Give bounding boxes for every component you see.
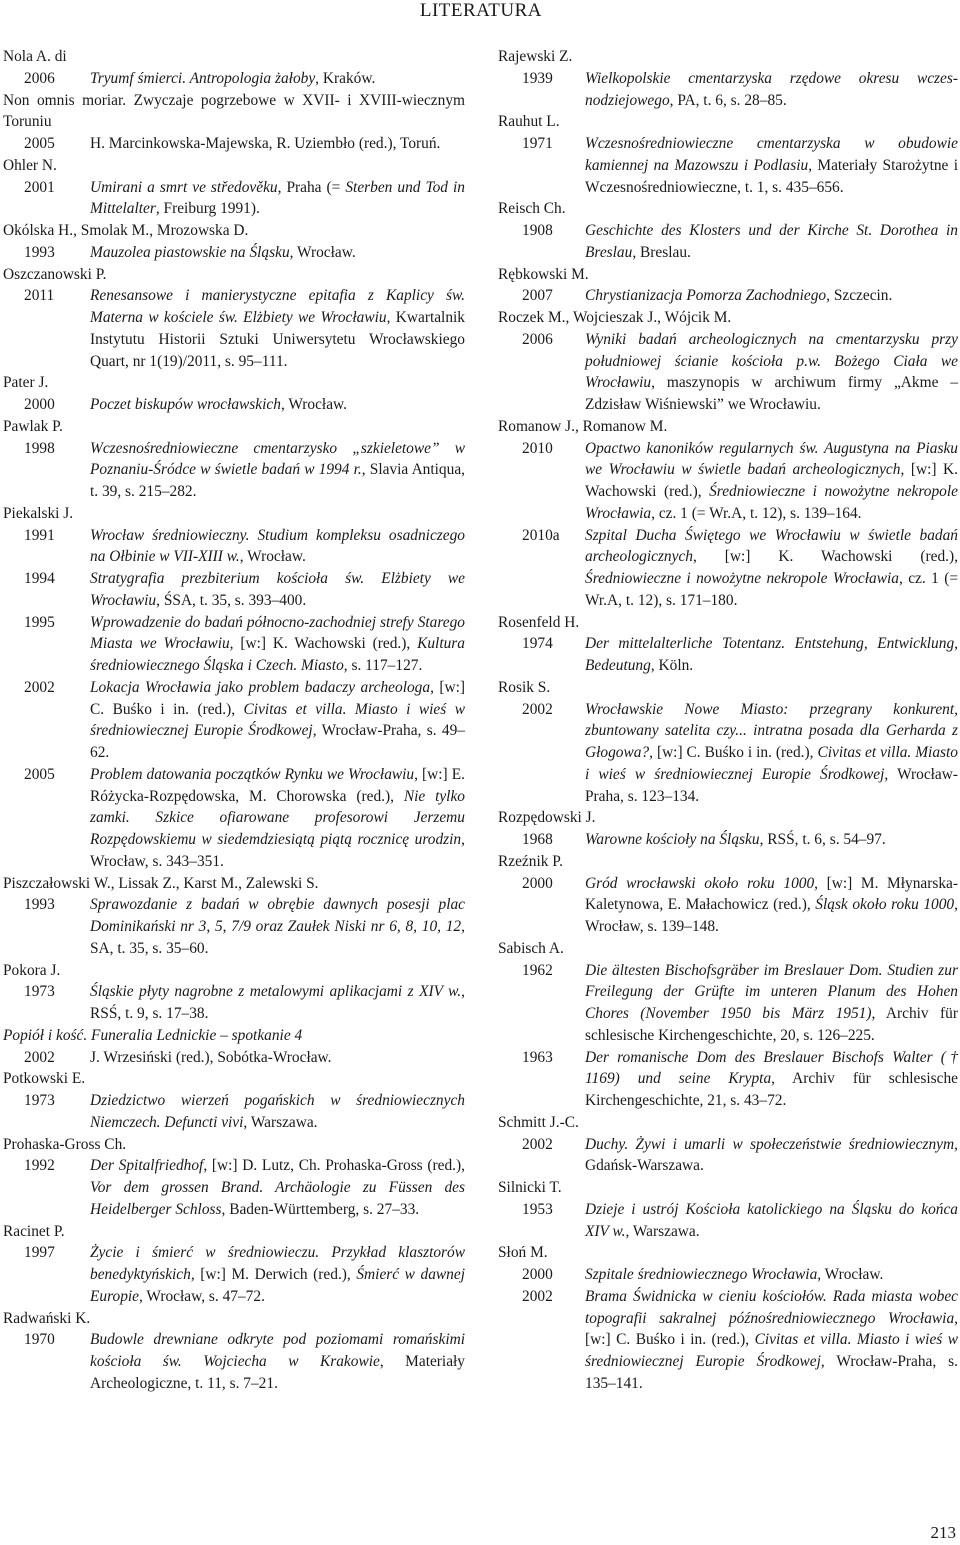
citation-text: , Baden-Württemberg, s. 27–33. bbox=[221, 1200, 420, 1218]
author-name: Popiół i kość. Funeralia Lednickie – spotkanie 4 bbox=[3, 1026, 303, 1044]
entry-citation bbox=[90, 394, 465, 416]
title-text: Civitas et villa. Miasto i wieś w średniowiecznej Europie Środkowej bbox=[585, 744, 958, 783]
citation-text: , Freiburg 1991). bbox=[155, 200, 260, 218]
title-text: Civitas et villa. Miasto i wieś w średniowiecznej Europie Środkowej bbox=[585, 1331, 958, 1370]
citation-text: , Breslau. bbox=[632, 243, 691, 261]
entry-citation bbox=[90, 764, 465, 873]
title-text: Lokacja Wrocławia jako problem badaczy archeologa bbox=[90, 678, 431, 696]
citation-text: , Kwartalnik Instytutu Historii Sztuki Uniwersytetu Wrocławskiego Quart, nr 1(19)/2011, s. 95–111. bbox=[90, 309, 465, 370]
entry-year: 1991 bbox=[24, 526, 55, 544]
bibliography-author-group bbox=[3, 1308, 465, 1395]
author-name: Silnicki T. bbox=[498, 1179, 562, 1196]
citation-text: , Materiały Archeologiczne, t. 11, s. 7–21. bbox=[90, 1353, 466, 1392]
citation-text: , Wrocław-Praha, s. 123–134. bbox=[585, 765, 958, 805]
bibliography-author-group bbox=[3, 46, 465, 90]
entry-year: 2002 bbox=[24, 1048, 55, 1066]
title-text: Tryumf śmierci. Antropologia żałoby bbox=[90, 69, 316, 87]
bibliography-entry bbox=[3, 1047, 465, 1069]
citation-text: , Szczecin. bbox=[826, 287, 893, 305]
title-text: Poczet biskupów wrocławskich bbox=[90, 396, 281, 413]
bibliography-entry bbox=[498, 133, 958, 198]
entry-year: 2010a bbox=[522, 526, 560, 544]
title-text: Dziedzictwo wierzeń pogańskich w średniowiecznych Niemczech. Defuncti vivi bbox=[90, 1092, 465, 1131]
entry-citation bbox=[90, 894, 465, 959]
title-text: Wczesnośredniowieczne cmentarzysko „szkieletowe” w Poznaniu-Śródce w świetle badań w 1994 r. bbox=[90, 439, 465, 479]
bibliography-entry bbox=[3, 981, 465, 1025]
entry-citation bbox=[585, 699, 958, 808]
entry-citation bbox=[90, 133, 465, 155]
bibliography-column-left bbox=[3, 46, 465, 1395]
entry-citation bbox=[585, 873, 958, 938]
bibliography-entry bbox=[498, 699, 958, 808]
citation-text: , Wrocław-Praha, s. 135–141. bbox=[585, 1353, 958, 1392]
title-text: Stratygrafia prezbiterium kościoła św. Elżbiety we Wrocławiu bbox=[90, 570, 465, 609]
title-text: Wrocław średniowieczny. Studium kompleksu osadniczego na Ołbinie w VII-XIII w. bbox=[90, 526, 465, 566]
bibliography-author-group bbox=[498, 264, 958, 308]
entry-year: 1998 bbox=[24, 439, 55, 457]
citation-text: J. Wrzesiński (red.), Sobótka-Wrocław. bbox=[90, 1048, 332, 1066]
author-name: Okólska H., Smolak M., Mrozowska D. bbox=[3, 222, 249, 239]
citation-text: , SA, t. 35, s. 35–60. bbox=[90, 918, 465, 957]
entry-citation bbox=[90, 285, 465, 372]
entry-citation bbox=[585, 1199, 958, 1243]
bibliography-entry bbox=[498, 438, 958, 525]
entry-citation bbox=[90, 438, 465, 503]
bibliography-author-group bbox=[498, 677, 958, 808]
title-text: Średniowieczne i nowożytne nekropole Wrocławia bbox=[585, 483, 958, 522]
bibliography-author-group bbox=[3, 1068, 465, 1133]
title-text: Non omnis moriar. Zwyczaje pogrzebowe w XVII- i XVIII-wiecznym Toruniu bbox=[3, 91, 465, 131]
author-name: Piszczałowski W., Lissak Z., Karst M., Zalewski S. bbox=[3, 874, 319, 892]
bibliography-author-group bbox=[3, 416, 465, 503]
bibliography-entry bbox=[498, 68, 958, 112]
bibliography-entry bbox=[3, 894, 465, 959]
author-name: Racinet P. bbox=[3, 1222, 65, 1240]
bibliography-entry bbox=[498, 1264, 958, 1286]
citation-text: , Wrocław. bbox=[280, 396, 347, 413]
entry-year: 2005 bbox=[24, 135, 55, 152]
citation-text: , cz. 1 (= Wr.A, t. 12), s. 171–180. bbox=[585, 570, 958, 609]
entry-citation bbox=[585, 1264, 958, 1286]
entry-citation bbox=[90, 177, 465, 221]
bibliography-author-group bbox=[3, 503, 465, 873]
title-text: Śmierć w dawnej Europie bbox=[90, 1266, 465, 1305]
entry-citation bbox=[585, 633, 958, 677]
bibliography-entry bbox=[3, 1155, 465, 1220]
author-name: Rosenfeld H. bbox=[498, 613, 580, 631]
bibliography-author-group bbox=[3, 264, 465, 373]
bibliography-entry bbox=[498, 1286, 958, 1395]
title-text: Sprawozdanie z badań w obrębie dawnych posesji plac Dominikański nr 3, 5, 7/9 oraz Zaułek Niski nr 6, 8, 10, 12 bbox=[90, 896, 465, 935]
bibliography-entry bbox=[3, 1090, 465, 1134]
entry-citation bbox=[585, 68, 958, 112]
bibliography-entry bbox=[3, 568, 465, 612]
author-name: Słoń M. bbox=[498, 1244, 548, 1262]
citation-text: , s. 117–127. bbox=[343, 657, 423, 674]
bibliography-author-group bbox=[498, 1112, 958, 1177]
title-text: Średniowieczne i nowożytne nekropole Wrocławia bbox=[585, 570, 899, 587]
bibliography-entry bbox=[3, 612, 465, 677]
title-text: Chrystianizacja Pomorza Zachodniego bbox=[585, 287, 827, 305]
author-name: Oszczanowski P. bbox=[3, 265, 107, 283]
citation-text: , [w:] C. Buśko i in. (red.), bbox=[649, 744, 818, 761]
entry-year: 1992 bbox=[24, 1157, 55, 1175]
entry-year: 2001 bbox=[24, 178, 55, 196]
entry-year: 1908 bbox=[522, 222, 553, 239]
author-name: Rzeźnik P. bbox=[498, 852, 563, 870]
entry-citation bbox=[585, 1047, 958, 1112]
bibliography-entry bbox=[498, 960, 958, 1047]
bibliography-entry bbox=[3, 242, 465, 264]
title-text: Duchy. Żywi i umarli w społeczeństwie średniowiecznym bbox=[585, 1135, 955, 1153]
bibliography-entry bbox=[498, 220, 958, 264]
citation-text: , [w:] K. Wachowski (red.), bbox=[585, 461, 958, 500]
author-name: Rosik S. bbox=[498, 678, 551, 696]
citation-text: , Warszawa. bbox=[243, 1113, 318, 1131]
bibliography-entry bbox=[3, 1242, 465, 1307]
entry-year: 1970 bbox=[24, 1331, 55, 1349]
bibliography-entry bbox=[498, 1199, 958, 1243]
citation-text: , Warszawa. bbox=[625, 1222, 700, 1240]
bibliography-author-group bbox=[498, 46, 958, 111]
citation-text: , Slavia Antiqua, t. 39, s. 215–282. bbox=[90, 461, 466, 500]
bibliography-entry bbox=[498, 1134, 958, 1178]
bibliography-entry bbox=[3, 677, 465, 764]
entry-year: 2000 bbox=[522, 874, 553, 892]
title-text: Wyniki badań archeologicznych na cmentarzysku przy południowej ścianie kościoła p.w. Bożego Ciała we Wrocławiu bbox=[585, 330, 958, 392]
citation-text: , Wrocław, s. 139–148. bbox=[585, 896, 958, 935]
bibliography-column-right bbox=[498, 46, 958, 1395]
running-header: LITERATURA bbox=[419, 0, 542, 21]
author-name: Pawlak P. bbox=[3, 417, 63, 435]
entry-citation bbox=[90, 677, 465, 764]
bibliography-author-group bbox=[3, 1221, 465, 1308]
entry-year: 1968 bbox=[522, 831, 553, 848]
bibliography-author-group bbox=[498, 198, 958, 263]
entry-citation bbox=[585, 220, 958, 264]
title-text: Sterben und Tod in Mittelalter bbox=[90, 178, 465, 218]
citation-text: , [w:] E. Różycka-Rozpędowska, M. Chorowska (red.), bbox=[90, 765, 465, 805]
entry-citation bbox=[90, 1047, 465, 1069]
entry-citation bbox=[585, 525, 958, 612]
bibliography-author-group bbox=[3, 1134, 465, 1221]
title-text: Mauzolea piastowskie na Śląsku bbox=[90, 243, 290, 261]
entry-year: 2002 bbox=[24, 678, 55, 696]
title-text: Opactwo kanoników regularnych św. Augustyna na Piasku we Wrocławiu w świetle badań archeologicznych bbox=[585, 439, 958, 479]
title-text: Der mittelalterliche Totentanz. Entstehung, Entwicklung, Bedeutung bbox=[585, 635, 958, 674]
bibliography-author-group bbox=[498, 612, 958, 677]
entry-citation bbox=[585, 133, 958, 198]
citation-text: , Gdańsk-Warszawa. bbox=[585, 1135, 958, 1175]
bibliography-author-group bbox=[498, 851, 958, 938]
citation-text: , [w:] C. Buśko i in. (red.), bbox=[585, 1309, 958, 1349]
author-name: Radwański K. bbox=[3, 1309, 91, 1327]
entry-year: 1995 bbox=[24, 613, 55, 631]
bibliography-author-group bbox=[498, 307, 958, 416]
author-name: Rozpędowski J. bbox=[498, 809, 596, 827]
bibliography-author-group bbox=[498, 807, 958, 851]
title-text: Kultura średniowiecznego Śląska i Czech. Miasto bbox=[90, 635, 465, 674]
page-number: 213 bbox=[930, 1523, 956, 1542]
entry-year: 1997 bbox=[24, 1244, 55, 1262]
bibliography-entry bbox=[3, 394, 465, 416]
bibliography-author-group bbox=[498, 111, 958, 198]
entry-year: 1939 bbox=[522, 69, 553, 87]
entry-year: 1953 bbox=[522, 1200, 553, 1218]
bibliography-entry bbox=[3, 68, 465, 90]
bibliography-entry bbox=[3, 525, 465, 569]
citation-text: , Wrocław. bbox=[239, 548, 306, 566]
entry-year: 1974 bbox=[522, 635, 553, 653]
entry-year: 1973 bbox=[24, 983, 55, 1001]
bibliography-author-group bbox=[3, 220, 465, 264]
title-text: Życie i śmierć w średniowieczu. Przykład klasztorów benedyktyńskich, bbox=[90, 1244, 465, 1283]
author-name: Pater J. bbox=[3, 374, 49, 392]
entry-year: 1994 bbox=[24, 570, 55, 587]
bibliography-author-group bbox=[3, 155, 465, 220]
bibliography-entry bbox=[498, 1047, 958, 1112]
entry-year: 1971 bbox=[522, 135, 553, 152]
title-text: Gród wrocławski około roku 1000 bbox=[585, 874, 815, 892]
bibliography-entry bbox=[498, 633, 958, 677]
entry-citation bbox=[90, 612, 465, 677]
bibliography-author-group bbox=[498, 1177, 958, 1242]
citation-text: , [w:] C. Buśko i in. (red.), bbox=[90, 678, 465, 718]
author-name: Romanow J., Romanow M. bbox=[498, 417, 668, 435]
author-name: Prohaska-Gross Ch. bbox=[3, 1135, 127, 1153]
title-text: Wczesnośredniowieczne cmentarzyska w obudowie kamiennej na Mazowszu i Podlasiu bbox=[585, 135, 958, 174]
author-name: Rębkowski M. bbox=[498, 265, 589, 283]
entry-year: 1962 bbox=[522, 961, 553, 979]
title-text: Vor dem grossen Brand. Archäologie zu Füssen des Heidelberger Schloss bbox=[90, 1179, 465, 1218]
bibliography-entry bbox=[3, 1329, 465, 1394]
entry-year: 2006 bbox=[24, 69, 55, 87]
title-text: Geschichte des Klosters und der Kirche St. Dorothea in Breslau bbox=[585, 222, 958, 261]
author-name: Potkowski E. bbox=[3, 1070, 86, 1088]
citation-text: , Praha (= bbox=[277, 178, 346, 196]
bibliography-entry bbox=[498, 285, 958, 307]
entry-year: 2002 bbox=[522, 700, 553, 718]
entry-year: 2006 bbox=[522, 330, 553, 348]
entry-year: 2007 bbox=[522, 287, 553, 305]
citation-text: , RSŚ, t. 9, s. 17–38. bbox=[90, 983, 465, 1022]
entry-citation bbox=[90, 242, 465, 264]
title-text: Śląsk około roku 1000 bbox=[815, 896, 955, 914]
title-text: Renesansowe i manierystyczne epitafia z Kaplicy św. Materna w kościele św. Elżbiety we Wrocławiu bbox=[90, 287, 465, 326]
title-text: Brama Świdnicka w cieniu kościołów. Rada miasta wobec topografii sakralnej późnośredniowiecznego Wrocławia bbox=[585, 1287, 958, 1327]
title-text: Nie tylko zamki. Szkice ofiarowane profesorowi Jerzemu Rozpędowskiemu w siedemdziesiątą piątą rocznicę urodzin bbox=[90, 787, 465, 848]
bibliography-entry bbox=[498, 329, 958, 416]
citation-text: , [w:] K. Wachowski (red.), bbox=[229, 635, 418, 653]
bibliography-entry bbox=[498, 873, 958, 938]
citation-text: , Wrocław. bbox=[817, 1266, 884, 1283]
title-text: Szpital Ducha Świętego we Wrocławiu w świetle badań archeologicznych bbox=[585, 526, 958, 566]
title-text: Wprowadzenie do badań północno-zachodniej strefy Starego Miasta we Wrocławiu bbox=[90, 613, 465, 653]
bibliography-entry bbox=[498, 525, 958, 612]
title-text: Szpitale średniowiecznego Wrocławia bbox=[585, 1266, 818, 1283]
citation-text: , [w:] D. Lutz, Ch. Prohaska-Gross (red.), bbox=[203, 1157, 465, 1175]
entry-citation bbox=[585, 438, 958, 525]
citation-text: , Köln. bbox=[650, 657, 694, 674]
entry-citation bbox=[585, 1286, 958, 1395]
title-text: Dzieje i ustrój Kościoła katolickiego na Śląsku do końca XIV w. bbox=[585, 1200, 958, 1240]
entry-citation bbox=[90, 568, 465, 612]
entry-citation bbox=[585, 1134, 958, 1178]
author-name: Rauhut L. bbox=[498, 113, 560, 131]
title-text: Śląskie płyty nagrobne z metalowymi aplikacjami z XIV w. bbox=[90, 983, 462, 1001]
entry-citation bbox=[90, 68, 465, 90]
bibliography-entry bbox=[3, 764, 465, 873]
author-name: Piekalski J. bbox=[3, 504, 74, 522]
citation-text: , Archiv für schlesische Kirchengeschichte, 21, s. 43–72. bbox=[585, 1070, 958, 1109]
title-text: Die ältesten Bischofsgräber im Breslauer Dom. Studien zur Freilegung der Grüfte im unteren Planum des Hohen Chores (November 1950 bis März 1951) bbox=[585, 961, 958, 1022]
citation-text: [w:] M. Derwich (red.), bbox=[194, 1266, 357, 1283]
citation-text: , [w:] K. Wachowski (red.), bbox=[692, 548, 958, 566]
entry-citation bbox=[90, 1155, 465, 1220]
entry-citation bbox=[585, 960, 958, 1047]
title-text: Civitas et villa. Miasto i wieś w średniowiecznej Europie Środkowej bbox=[90, 700, 465, 740]
citation-text: , RSŚ, t. 6, s. 54–97. bbox=[759, 831, 886, 848]
title-text: Der Spitalfriedhof bbox=[90, 1157, 204, 1175]
citation-text: , cz. 1 (= Wr.A, t. 12), s. 139–164. bbox=[651, 504, 862, 522]
entry-citation bbox=[90, 1242, 465, 1307]
bibliography-entry bbox=[498, 829, 958, 851]
entry-year: 2005 bbox=[24, 765, 55, 783]
entry-year: 2002 bbox=[522, 1287, 553, 1305]
title-text: Umirani a smrt ve středověku bbox=[90, 178, 278, 196]
citation-text: , Wrocław. bbox=[289, 243, 356, 261]
bibliography-author-group bbox=[3, 960, 465, 1025]
entry-citation bbox=[585, 329, 958, 416]
bibliography-entry bbox=[3, 285, 465, 372]
entry-citation bbox=[90, 1329, 465, 1394]
citation-text: , [w:] M. Młynarska-Kaletynowa, E. Małachowicz (red.), bbox=[585, 874, 958, 914]
entry-year: 1993 bbox=[24, 243, 55, 261]
work-heading bbox=[3, 90, 465, 134]
title-text: Warowne kościoły na Śląsku bbox=[585, 831, 760, 848]
citation-text: , Wrocław, s. 343–351. bbox=[90, 831, 465, 870]
citation-text: , Materiały Starożytne i Wczesnośredniowieczne, t. 1, s. 435–656. bbox=[585, 156, 959, 196]
author-name: Reisch Ch. bbox=[498, 200, 566, 218]
entry-citation bbox=[585, 829, 958, 851]
bibliography-entry bbox=[3, 177, 465, 221]
entry-year: 2010 bbox=[522, 439, 553, 457]
title-text: Wielkopolskie cmentarzyska rzędowe okresu wczesnodziejowego bbox=[585, 69, 958, 109]
title-text: Problem datowania początków Rynku we Wrocławiu bbox=[90, 765, 415, 783]
bibliography-author-group bbox=[3, 873, 465, 960]
bibliography-author-group bbox=[3, 372, 465, 416]
citation-text: , Kraków. bbox=[315, 69, 376, 87]
entry-citation bbox=[90, 525, 465, 569]
title-text: Budowle drewniane odkryte pod poziomami romańskimi kościoła św. Wojciecha w Krakowie bbox=[90, 1331, 465, 1370]
citation-text: , Archiv für schlesische Kirchengeschichte, 20, s. 126–225. bbox=[585, 1005, 958, 1044]
citation-text: , PA, t. 6, s. 28–85. bbox=[669, 91, 787, 109]
citation-text: , Wrocław, s. 47–72. bbox=[139, 1287, 265, 1305]
entry-citation bbox=[90, 981, 465, 1025]
author-name: Pokora J. bbox=[3, 961, 61, 979]
author-name: Ohler N. bbox=[3, 156, 57, 174]
entry-year: 2000 bbox=[24, 396, 55, 413]
entry-year: 1993 bbox=[24, 896, 55, 914]
entry-year: 1963 bbox=[522, 1048, 553, 1066]
author-name: Nola A. di bbox=[3, 48, 67, 65]
bibliography-author-group bbox=[498, 1242, 958, 1394]
bibliography-entry bbox=[3, 133, 465, 155]
entry-year: 2002 bbox=[522, 1135, 553, 1153]
author-name: Schmitt J.-C. bbox=[498, 1113, 579, 1131]
citation-text: H. Marcinkowska-Majewska, R. Uziembło (red.), Toruń. bbox=[90, 135, 441, 152]
entry-year: 1973 bbox=[24, 1092, 55, 1109]
bibliography-author-group bbox=[3, 90, 465, 155]
bibliography-author-group bbox=[498, 416, 958, 612]
citation-text: , ŚSA, t. 35, s. 393–400. bbox=[156, 591, 307, 609]
entry-year: 2000 bbox=[522, 1266, 553, 1283]
title-text: Der romanische Dom des Breslauer Bischofs Walter († 1169) und seine Krypta bbox=[585, 1048, 958, 1088]
bibliography-author-group bbox=[498, 938, 958, 1112]
title-text: Wrocławskie Nowe Miasto: przegrany konkurent, zbuntowany satelita czy... intratna posada dla Gerharda z Głogowa? bbox=[585, 700, 958, 761]
citation-text: , maszynopis w archiwum firmy „Akme – Zdzisław Wiśniewski” we Wrocławiu. bbox=[585, 374, 958, 413]
citation-text: , Wrocław-Praha, s. 49–62. bbox=[90, 722, 465, 761]
author-name: Roczek M., Wojcieszak J., Wójcik M. bbox=[498, 309, 732, 326]
entry-citation bbox=[90, 1090, 465, 1134]
bibliography-entry bbox=[3, 438, 465, 503]
entry-year: 2011 bbox=[24, 287, 55, 305]
entry-citation bbox=[585, 285, 958, 307]
author-name: Sabisch A. bbox=[498, 939, 564, 957]
author-name: Rajewski Z. bbox=[498, 48, 573, 65]
bibliography-author-group bbox=[3, 1025, 465, 1069]
